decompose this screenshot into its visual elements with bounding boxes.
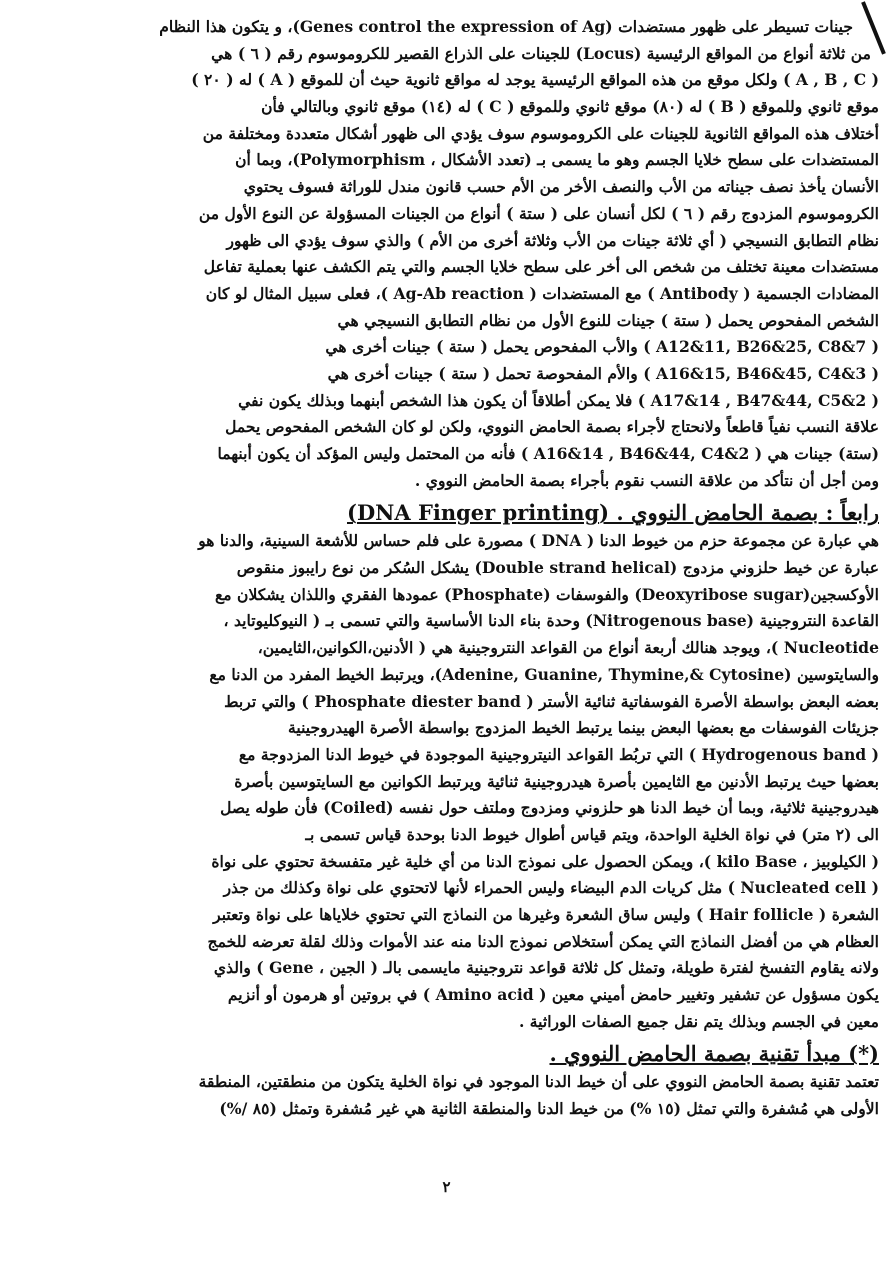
text-line: الأولى هي مُشفرة والتي تمثل (١٥ %) من خيط الدنا والمنطقة الثانية هي غير مُشفرة وتمثل (٨٥ /%) (219, 1099, 879, 1119)
text-line: ( Hydrogenous band ) التي تربُط القواعد النيتروجينية الموجودة في خيوط الدنا المزدوجة مع (238, 744, 879, 764)
text-line: الشعرة ( Hair follicle ) وليس ساق الشعرة وغيرها من النماذج التي تحتوي خلاياها على نواة وتعتبر (213, 905, 879, 924)
text-line: بعضه البعض بواسطة الأصرة الفوسفاتية ثنائية الأستر ( Phosphate diester band ) والتي تربط (224, 691, 879, 711)
text-line: ( A16&15, B46&45, C4&3 ) والأم المفحوصة تحمل ( ستة ) جينات أخرى هي (327, 363, 879, 383)
text-line: الأنسان يأخذ نصف جيناته من الأب والنصف الأخر من الأم حسب قانون مندل للوراثة فسوف يحتوي (243, 177, 879, 197)
text-line: جزيئات الفوسفات مع بعضها البعض بينما يرتبط الخيط المزدوج بواسطة الأصرة الهيدروجينية (288, 718, 879, 738)
heading-text: رابعاً : بصمة الحامض النووي . (DNA Finger printing) (347, 500, 879, 526)
text-line: معين في الجسم وبذلك يتم نقل جميع الصفات الوراثية . (518, 1011, 879, 1031)
text-line: تعتمد تقنية بصمة الحامض النووي على أن خيط الدنا الموجود في نواة الخلية يتكون من منطقتين، المنطقة (198, 1072, 879, 1092)
paragraph-dna-fingerprint (18, 528, 879, 1035)
text-line: العظام هي من أفضل النماذج التي يمكن أستخلاص نموذج الدنا منه عند الأموات وذلك لقلة تعرضه للخمج (207, 931, 879, 951)
text-line: مستضدات معينة تختلف من شخص الى أخر على سطح خلايا الجسم والتي يتم الكشف عنها بعملية تفاعل (203, 257, 879, 277)
text-line: هيدروجينية ثلاثية، وبما أن خيط الدنا هو حلزوني ومزدوج وملتف حول نفسه (Coiled) فأن طوله يصل (220, 798, 879, 818)
text-line: ( A12&11, B26&25, C8&7 ) والأب المفحوص يحمل ( ستة ) جينات أخرى هي (325, 337, 879, 357)
text-line: المستضدات على سطح خلايا الجسم وهو ما يسمى بـ (تعدد الأشكال ، Polymorphism)، وبما أن (235, 150, 879, 170)
text-line: يكون مسؤول عن تشفير وتغيير حامض أميني معين ( Amino acid ) في بروتين أو هرمون أو أنزيم (227, 985, 879, 1005)
text-line: من ثلاثة أنواع من المواقع الرئيسية (Locus) للجينات على الذراع القصير للكروموسوم رقم ( ٦ ) هي (211, 43, 871, 63)
text-line: Nucleotide )، ويوجد هنالك أربعة أنواع من القواعد النتروجينية هي ( الأدنين،الكوانين،الثايمين، (257, 638, 879, 658)
heading-text: (*) مبدأ تقنية بصمة الحامض النووي . (549, 1041, 879, 1067)
text-line: الأوكسجين(Deoxyribose sugar) والفوسفات (Phosphate) عمودها الفقري واللذان يشكلان مع (214, 584, 879, 604)
paragraph-genes-control (18, 14, 879, 494)
paragraph-principle (18, 1069, 879, 1122)
text-line: بعضها حيث يرتبط الأدنين مع الثايمين بأصرة هيدروجينية ثنائية ويرتبط الكوانين مع السايتوسين بأصرة (234, 771, 879, 791)
text-line: ( A , B , C ) ولكل موقع من هذه المواقع الرئيسية يوجد له مواقع ثانوية حيث أن للموقع ( A ) له ( ٢٠ ) (191, 70, 879, 90)
text-line: موقع ثانوي وللموقع ( B ) له (٨٠) موقع ثانوي وللموقع ( C ) له (١٤) موقع ثانوي وبالتالي فأن (261, 97, 879, 117)
section-heading-principle (18, 1039, 879, 1069)
text-line: والسايتوسين (Adenine, Guanine, Thymine,& Cytosine)، ويرتبط الخيط المفرد من الدنا مع (209, 664, 879, 684)
text-line: الشخص المفحوص يحمل ( ستة ) جينات للنوع الأول من نظام التطابق النسيجي هي (337, 310, 879, 330)
page-number: ٢ (442, 1178, 451, 1196)
text-line: جينات تسيطر على ظهور مستضدات (Genes control the expression of Ag)، و يتكون هذا النظام (159, 17, 853, 36)
text-line: ( Nucleated cell ) مثل كريات الدم البيضاء وليس الحمراء لأنها لاتحتوي على نواة وكذلك من جذر (223, 878, 879, 898)
text-line: الى (٢ متر) في نواة الخلية الواحدة، ويتم قياس أطوال خيوط الدنا بوحدة قياس تسمى بـ (305, 824, 879, 844)
text-line: (ستة) جينات هي ( A16&14 , B46&44, C4&2 ) فأنه من المحتمل وليس المؤكد أن يكون أبنهما (217, 444, 879, 463)
text-line: هي عبارة عن مجموعة حزم من خيوط الدنا ( DNA ) مصورة على فلم حساس للأشعة السينية، والدنا هو (198, 531, 879, 551)
text-line: ومن أجل أن نتأكد من علاقة النسب نقوم بأجراء بصمة الحامض النووي . (414, 470, 879, 490)
text-line: نظام التطابق النسيجي ( أي ثلاثة جينات من الأب وثلاثة أخرى من الأم ) والذي سوف يؤدي الى ظهور (226, 230, 879, 250)
text-line: علاقة النسب نفياً قاطعاً ولانحتاج لأجراء بصمة الحامض النووي، ولكن لو كان الشخص المفحوص يحمل (225, 417, 879, 437)
text-line: القاعدة النتروجينية (Nitrogenous base) وحدة بناء الدنا الأساسية والتي تسمى بـ ( النيوكليوتايد ، (223, 611, 879, 631)
text-line: عبارة عن خيط حلزوني مزدوج (Double strand helical) يشكل السُكر من نوع رايبوز منقوص (236, 558, 879, 578)
text-line: المضادات الجسمية ( Antibody ) مع المستضدات ( Ag-Ab reaction )، فعلى سبيل المثال لو كان (205, 283, 879, 303)
section-heading-dna-fingerprint (18, 498, 879, 528)
text-line: ( A17&14 , B47&44, C5&2 ) فلا يمكن أطلاقاً أن يكون هذا الشخص أبنهما وبذلك يكون نفي (238, 390, 879, 410)
text-line: أختلاف هذه المواقع الثانوية للجينات على الكروموسوم سوف يؤدي الى ظهور أشكال متعددة ومختلفة من (202, 123, 879, 143)
text-line: الكروموسوم المزدوج رقم ( ٦ ) لكل أنسان على ( ستة ) أنواع من الجينات المسؤولة عن النوع الأول من (198, 203, 879, 223)
text-line: ولانه يقاوم التفسخ لفترة طويلة، وتمثل كل ثلاثة قواعد نتروجينية مايسمى بالـ ( الجين ، Gene ) والذي (213, 958, 879, 978)
text-line: ( الكيلوبيز ، kilo Base )، ويمكن الحصول على نموذج الدنا من أي خلية غير متفسخة تحتوي على نواة (211, 851, 879, 871)
